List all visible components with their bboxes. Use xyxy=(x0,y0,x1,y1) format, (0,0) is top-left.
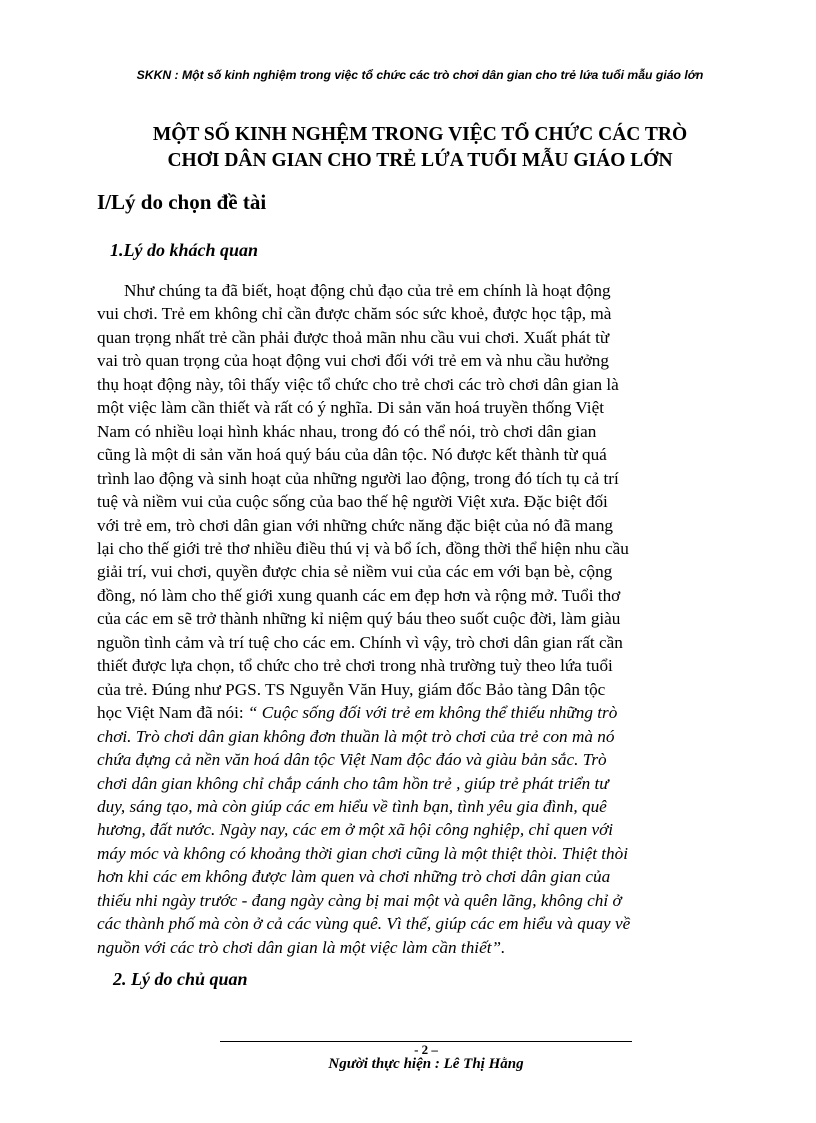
body-paragraph xyxy=(97,279,724,959)
footer-author: Người thực hiện : Lê Thị Hằng xyxy=(328,1056,524,1072)
subsection-heading-2: 2. Lý do chủ quan xyxy=(113,969,248,989)
title-line-1: MỘT SỐ KINH NGHỆM TRONG VIỆC TỔ CHỨC CÁC TRÒ xyxy=(152,124,688,145)
paragraph-line xyxy=(97,701,724,724)
quote-line: nguồn với các trò chơi dân gian là một việc làm cần thiết”. xyxy=(97,937,506,957)
paragraph-line: nguồn tình cảm và trí tuệ cho các em. Chính vì vậy, trò chơi dân gian rất cần xyxy=(97,632,623,652)
title-line-2: CHƠI DÂN GIAN CHO TRẺ LỨA TUỔI MẪU GIÁO LỚN xyxy=(167,150,673,171)
page-number: - 2 – xyxy=(414,1042,438,1057)
quote-line: chứa đựng cả nền văn hoá dân tộc Việt Nam độc đáo và giàu bản sắc. Trò xyxy=(97,750,607,770)
paragraph-line: cũng là một di sản văn hoá quý báu của dân tộc. Nó được kết thành từ quá xyxy=(97,445,607,465)
quote-line: chơi. Trò chơi dân gian không đơn thuần là một trò chơi của trẻ con mà nó xyxy=(97,726,615,746)
paragraph-line: của các em sẽ trở thành những kỉ niệm quý báu theo suốt cuộc đời, làm giàu xyxy=(97,609,621,629)
paragraph-line: Như chúng ta đã biết, hoạt động chủ đạo của trẻ em chính là hoạt động xyxy=(124,281,611,300)
paragraph-line: quan trọng nhất trẻ cần phải được thoả mãn nhu cầu vui chơi. Xuất phát từ xyxy=(97,327,610,347)
quote-line: thiếu nhi ngày trước - đang ngày càng bị mai một và quên lãng, không chỉ ở xyxy=(97,890,622,910)
subsection-heading-1: 1.Lý do khách quan xyxy=(110,240,259,260)
quote-intro: học Việt Nam đã nói: xyxy=(97,703,248,723)
paragraph-line: với trẻ em, trò chơi dân gian với những chức năng đặc biệt của nó đã mang xyxy=(97,515,614,535)
paragraph-line: một việc làm cần thiết và rất có ý nghĩa. Di sản văn hoá truyền thống Việt xyxy=(97,398,604,418)
quote-start: “ Cuộc sống đối với trẻ em không thể thiếu những trò xyxy=(247,703,618,723)
section-heading: I/Lý do chọn đề tài xyxy=(97,190,267,214)
paragraph-line: lại cho thế giới trẻ thơ nhiều điều thú vị và bổ ích, đồng thời thể hiện nhu cầu xyxy=(97,538,629,558)
paragraph-line: giải trí, vui chơi, quyền được chia sẻ niềm vui của các em với bạn bè, cộng xyxy=(97,562,613,582)
paragraph-line: đồng, nó làm cho thế giới xung quanh các em đẹp hơn và rộng mở. Tuổi thơ xyxy=(97,585,621,605)
paragraph-line: Nam có nhiều loại hình khác nhau, trong đó có thể nói, trò chơi dân gian xyxy=(97,421,597,441)
paragraph-line: trình lao động và sinh hoạt của những người lao động, trong đó tích tụ cả trí xyxy=(97,468,619,488)
quote-line: chơi dân gian không chỉ chắp cánh cho tâm hồn trẻ , giúp trẻ phát triển tư xyxy=(97,773,609,793)
paragraph-line: vui chơi. Trẻ em không chỉ cần được chăm sóc sức khoẻ, được học tập, mà xyxy=(97,304,612,324)
quote-line: các thành phố mà còn ở cả các vùng quê. Vì thế, giúp các em hiểu và quay về xyxy=(97,914,631,934)
paragraph-line: vai trò quan trọng của hoạt động vui chơi đối với trẻ em và nhu cầu hưởng xyxy=(97,351,609,371)
running-header: SKKN : Một số kinh nghiệm trong việc tổ chức các trò chơi dân gian cho trẻ lứa tuổi mẫu giáo lớn xyxy=(136,68,704,82)
paragraph-line: của trẻ. Đúng như PGS. TS Nguyễn Văn Huy, giám đốc Bảo tàng Dân tộc xyxy=(97,679,606,699)
document-title xyxy=(60,122,780,174)
paragraph-line: thiết được lựa chọn, tổ chức cho trẻ chơi trong nhà trường tuỳ theo lứa tuổi xyxy=(97,656,613,676)
quote-line: máy móc và không có khoảng thời gian chơi cũng là một thiệt thòi. Thiệt thòi xyxy=(97,843,629,863)
quote-line: hương, đất nước. Ngày nay, các em ở một xã hội công nghiệp, chỉ quen với xyxy=(97,820,614,840)
paragraph-line: tuệ và niềm vui của cuộc sống của bao thế hệ người Việt xưa. Đặc biệt đối xyxy=(97,492,608,512)
paragraph-line: thụ hoạt động này, tôi thấy việc tổ chức cho trẻ chơi các trò chơi dân gian là xyxy=(97,374,619,394)
quote-line: hơn khi các em không được làm quen và chơi những trò chơi dân gian của xyxy=(97,867,611,887)
quote-line: duy, sáng tạo, mà còn giúp các em hiểu về tình bạn, tình yêu gia đình, quê xyxy=(97,796,607,816)
